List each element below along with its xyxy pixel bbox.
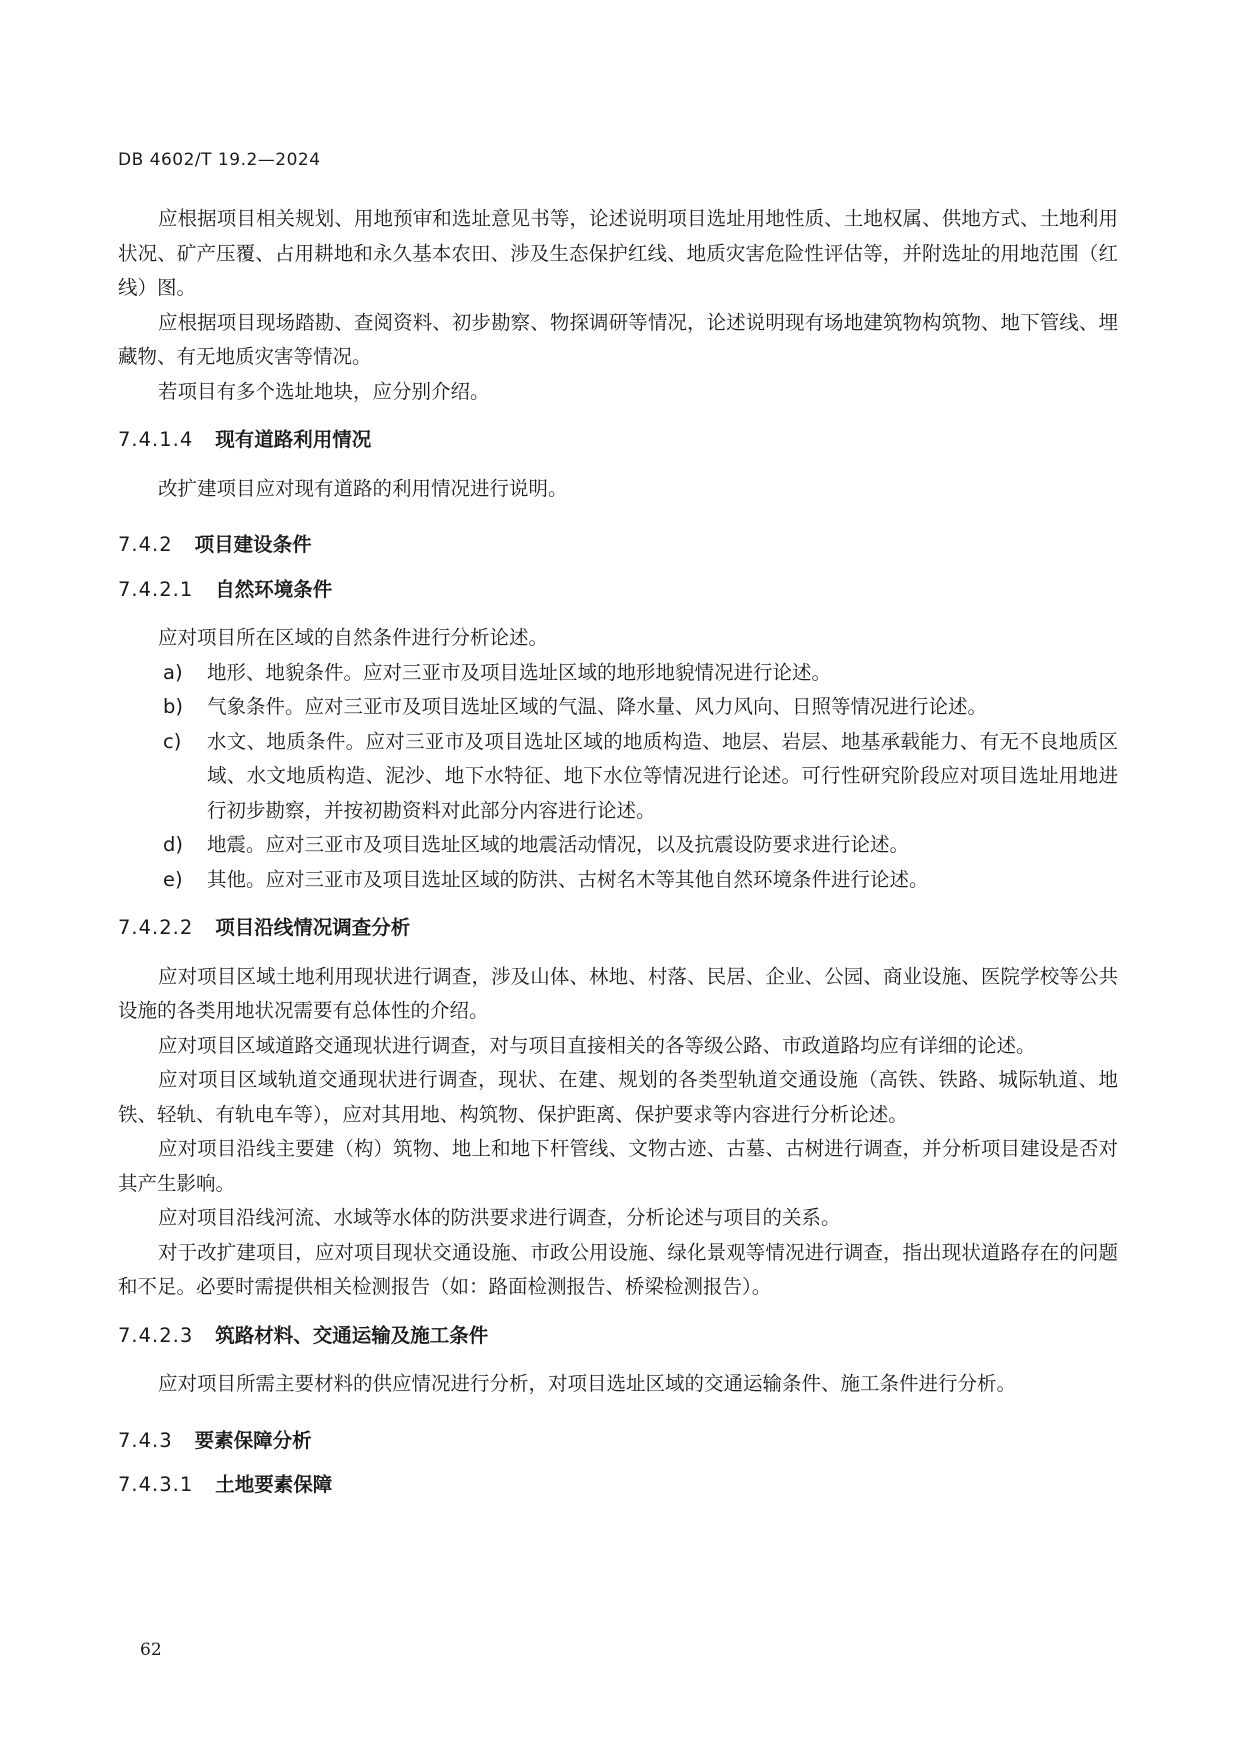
list-item	[118, 690, 1118, 725]
paragraph: 应对项目所在区域的自然条件进行分析论述。	[158, 626, 549, 649]
page-number: 62	[140, 1640, 162, 1660]
paragraph: 应对项目区域土地利用现状进行调查，涉及山体、林地、村落、民居、企业、公园、商业设施、医院学校等公共设施的各类用地状况需要有总体性的介绍。	[118, 964, 1118, 1022]
list-item	[118, 863, 1118, 898]
section-title: 现有道路利用情况	[215, 428, 372, 451]
list-item-label: b)	[163, 695, 183, 718]
section-number: 7.4.1.4	[118, 428, 194, 451]
section-title: 项目建设条件	[194, 533, 312, 556]
paragraph: 若项目有多个选址地块，应分别介绍。	[158, 379, 490, 403]
list-item-label: d)	[163, 833, 183, 856]
section-title: 筑路材料、交通运输及施工条件	[215, 1323, 489, 1347]
section-title: 项目沿线情况调查分析	[215, 916, 411, 939]
list-item-text: 气象条件。应对三亚市及项目选址区域的气温、降水量、风力风向、日照等情况进行论述。	[207, 695, 988, 718]
section-heading-7414	[118, 423, 1118, 458]
list-item-label: c)	[163, 729, 182, 753]
section-number: 7.4.2	[118, 533, 173, 556]
section-heading-7431	[118, 1468, 1118, 1503]
list-item-text: 水文、地质条件。应对三亚市及项目选址区域的地质构造、地层、岩层、地基承载能力、有无不良地质区域、水文地质构造、泥沙、地下水特征、地下水位等情况进行论述。可行性研究阶段应对项目选址用地进行初步勘察，并按初勘资料对此部分内容进行论述。	[207, 729, 1118, 822]
list-item	[118, 828, 1118, 863]
list-item-label: a)	[163, 660, 183, 684]
section-number: 7.4.2.3	[118, 1323, 194, 1347]
section-heading-742	[118, 528, 1118, 563]
paragraph: 应对项目区域轨道交通现状进行调查，现状、在建、规划的各类型轨道交通设施（高铁、铁路、城际轨道、地铁、轻轨、有轨电车等），应对其用地、构筑物、保护距离、保护要求等内容进行分析论述。	[118, 1068, 1118, 1126]
list-item-text: 其他。应对三亚市及项目选址区域的防洪、古树名木等其他自然环境条件进行论述。	[207, 867, 929, 891]
paragraph: 应根据项目现场踏勘、查阅资料、初步勘察、物探调研等情况，论述说明现有场地建筑物构筑物、地下管线、埋藏物、有无地质灾害等情况。	[118, 310, 1118, 368]
section-heading-743	[118, 1424, 1118, 1459]
paragraph: 应对项目沿线河流、水域等水体的防洪要求进行调查，分析论述与项目的关系。	[158, 1206, 841, 1229]
list-item-text: 地形、地貌条件。应对三亚市及项目选址区域的地形地貌情况进行论述。	[207, 660, 832, 684]
section-title: 土地要素保障	[215, 1473, 333, 1496]
paragraph: 应对项目区域道路交通现状进行调查，对与项目直接相关的各等级公路、市政道路均应有详细的论述。	[158, 1033, 1036, 1057]
section-number: 7.4.3.1	[118, 1473, 194, 1496]
section-heading-7423	[118, 1319, 1118, 1354]
section-number: 7.4.3	[118, 1428, 173, 1452]
paragraph: 对于改扩建项目，应对项目现状交通设施、市政公用设施、绿化景观等情况进行调查，指出现状道路存在的问题和不足。必要时需提供相关检测报告（如：路面检测报告、桥梁检测报告）。	[118, 1240, 1118, 1298]
document-code: DB 4602/T 19.2—2024	[118, 150, 321, 170]
paragraph: 改扩建项目应对现有道路的利用情况进行说明。	[158, 476, 568, 500]
paragraph: 应对项目所需主要材料的供应情况进行分析，对项目选址区域的交通运输条件、施工条件进行分析。	[158, 1372, 1017, 1395]
list-item	[118, 725, 1118, 829]
paragraph: 应根据项目相关规划、用地预审和选址意见书等，论述说明项目选址用地性质、土地权属、供地方式、土地利用状况、矿产压覆、占用耕地和永久基本农田、涉及生态保护红线、地质灾害危险性评估等，并附选址的用地范围（红线）图。	[118, 207, 1118, 299]
document-body	[118, 202, 1118, 1503]
list-item-label: e)	[163, 867, 183, 891]
section-heading-7421	[118, 573, 1118, 608]
list-item-text: 地震。应对三亚市及项目选址区域的地震活动情况，以及抗震设防要求进行论述。	[207, 833, 910, 856]
section-number: 7.4.2.2	[118, 916, 194, 939]
section-title: 自然环境条件	[215, 577, 333, 601]
section-title: 要素保障分析	[194, 1428, 312, 1452]
section-number: 7.4.2.1	[118, 577, 194, 601]
paragraph: 应对项目沿线主要建（构）筑物、地上和地下杆管线、文物古迹、古墓、古树进行调查，并分析项目建设是否对其产生影响。	[118, 1137, 1118, 1195]
list-item	[118, 656, 1118, 691]
section-heading-7422	[118, 911, 1118, 946]
